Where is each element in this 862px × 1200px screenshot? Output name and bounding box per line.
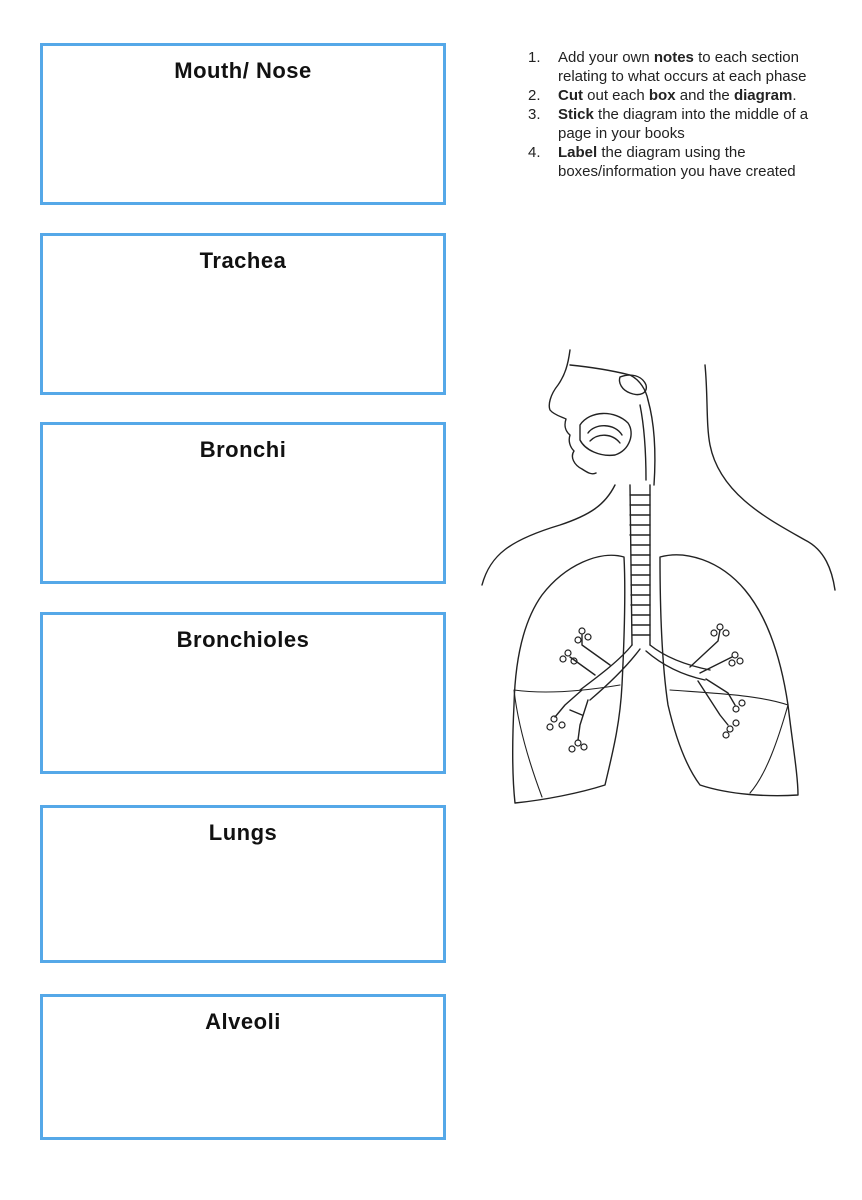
lung-left — [513, 555, 625, 803]
instruction-item — [528, 105, 828, 143]
box-title: Bronchioles — [176, 627, 310, 652]
instruction-keyword: Cut — [558, 87, 583, 104]
instruction-text: Add your own — [558, 49, 654, 66]
instruction-keyword: notes — [653, 49, 694, 66]
instruction-keyword: box — [648, 87, 676, 104]
box-title: Trachea — [199, 248, 287, 273]
bronchus-right — [646, 645, 710, 680]
box-title: Bronchi — [199, 437, 287, 462]
instruction-keyword: Label — [558, 144, 598, 161]
lung-right — [660, 555, 798, 796]
tongue — [580, 413, 631, 455]
label-box-bronchioles — [40, 612, 446, 774]
body-outline-right — [705, 365, 835, 590]
instruction-number: 3. — [528, 106, 541, 123]
label-box-trachea — [40, 233, 446, 395]
pharynx — [648, 400, 655, 485]
label-box-lungs — [40, 805, 446, 963]
instruction-item — [528, 86, 828, 105]
instruction-text: and the — [675, 87, 734, 104]
instruction-item — [528, 48, 828, 86]
head-profile — [549, 350, 596, 474]
instruction-keyword: diagram — [733, 87, 793, 104]
bronchus-left — [580, 645, 640, 700]
box-title: Mouth/ Nose — [174, 58, 312, 83]
label-box-alveoli — [40, 994, 446, 1140]
instruction-number: 4. — [528, 144, 541, 161]
instruction-text: to each section relating to what occurs at each phase — [558, 49, 807, 85]
instruction-text: the diagram into the middle of a page in your books — [558, 106, 809, 142]
label-box-mouth-nose — [40, 43, 446, 205]
diaphragm — [514, 685, 788, 797]
instruction-number: 2. — [528, 87, 541, 104]
bronchiole-tips-right — [711, 624, 745, 738]
trachea — [630, 485, 650, 645]
instruction-number: 1. — [528, 49, 541, 66]
instruction-text: . — [792, 87, 797, 104]
instruction-keyword: Stick — [558, 106, 594, 123]
instruction-item — [528, 143, 828, 181]
box-title: Lungs — [208, 820, 278, 845]
label-box-bronchi — [40, 422, 446, 584]
instructions-list — [528, 48, 828, 181]
body-outline-left — [482, 485, 615, 585]
instruction-text: out each — [583, 87, 649, 104]
respiratory-system-diagram-icon — [470, 345, 850, 835]
instruction-text: the diagram using the boxes/information you have created — [558, 144, 796, 180]
box-title: Alveoli — [205, 1009, 281, 1034]
